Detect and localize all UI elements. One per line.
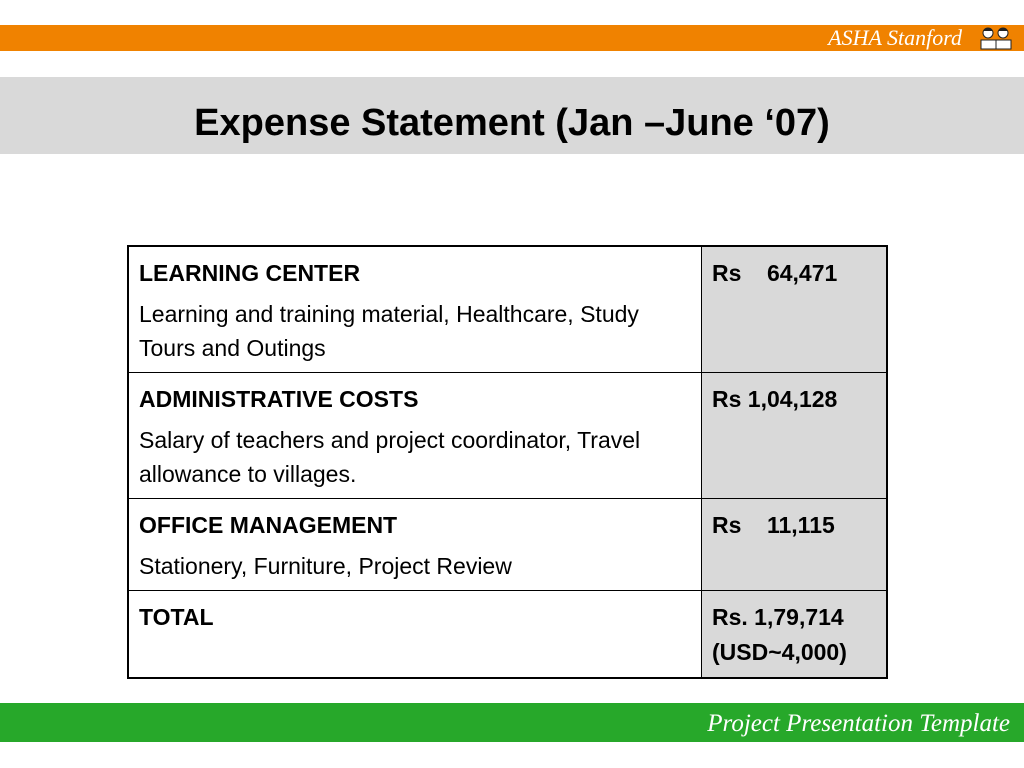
expense-description-cell [128, 499, 702, 591]
expense-amount: Rs 11,115 [712, 512, 835, 538]
table-row [128, 591, 887, 679]
footer-bar [0, 703, 1024, 742]
expense-table [127, 245, 888, 679]
expense-description-cell [128, 373, 702, 499]
footer-text: Project Presentation Template [707, 710, 1010, 737]
expense-description-cell [128, 246, 702, 373]
expense-category: OFFICE MANAGEMENT [139, 512, 398, 538]
expense-details: Stationery, Furniture, Project Review [139, 553, 512, 579]
expense-amount: Rs. 1,79,714 [712, 604, 844, 630]
title-band [0, 77, 1024, 154]
asha-children-reading-icon [978, 26, 1014, 50]
brand-name: ASHA Stanford [828, 25, 962, 50]
page-title: Expense Statement (Jan –June ‘07) [194, 102, 830, 144]
expense-amount-cell [702, 591, 888, 679]
expense-amount-cell [702, 373, 888, 499]
expense-description-cell [128, 591, 702, 679]
table-row [128, 499, 887, 591]
expense-details: Salary of teachers and project coordinator, Travel allowance to villages. [139, 427, 641, 487]
expense-amount: Rs 64,471 [712, 260, 838, 286]
expense-details: Learning and training material, Healthcare, Study Tours and Outings [139, 301, 639, 361]
expense-category: TOTAL [139, 604, 214, 630]
expense-amount-cell [702, 246, 888, 373]
expense-amount: Rs 1,04,128 [712, 386, 838, 412]
header-bar [0, 25, 1024, 51]
expense-amount-cell [702, 499, 888, 591]
expense-category: LEARNING CENTER [139, 260, 361, 286]
table-row [128, 373, 887, 499]
expense-amount: (USD~4,000) [712, 639, 847, 665]
table-row [128, 246, 887, 373]
expense-category: ADMINISTRATIVE COSTS [139, 386, 419, 412]
